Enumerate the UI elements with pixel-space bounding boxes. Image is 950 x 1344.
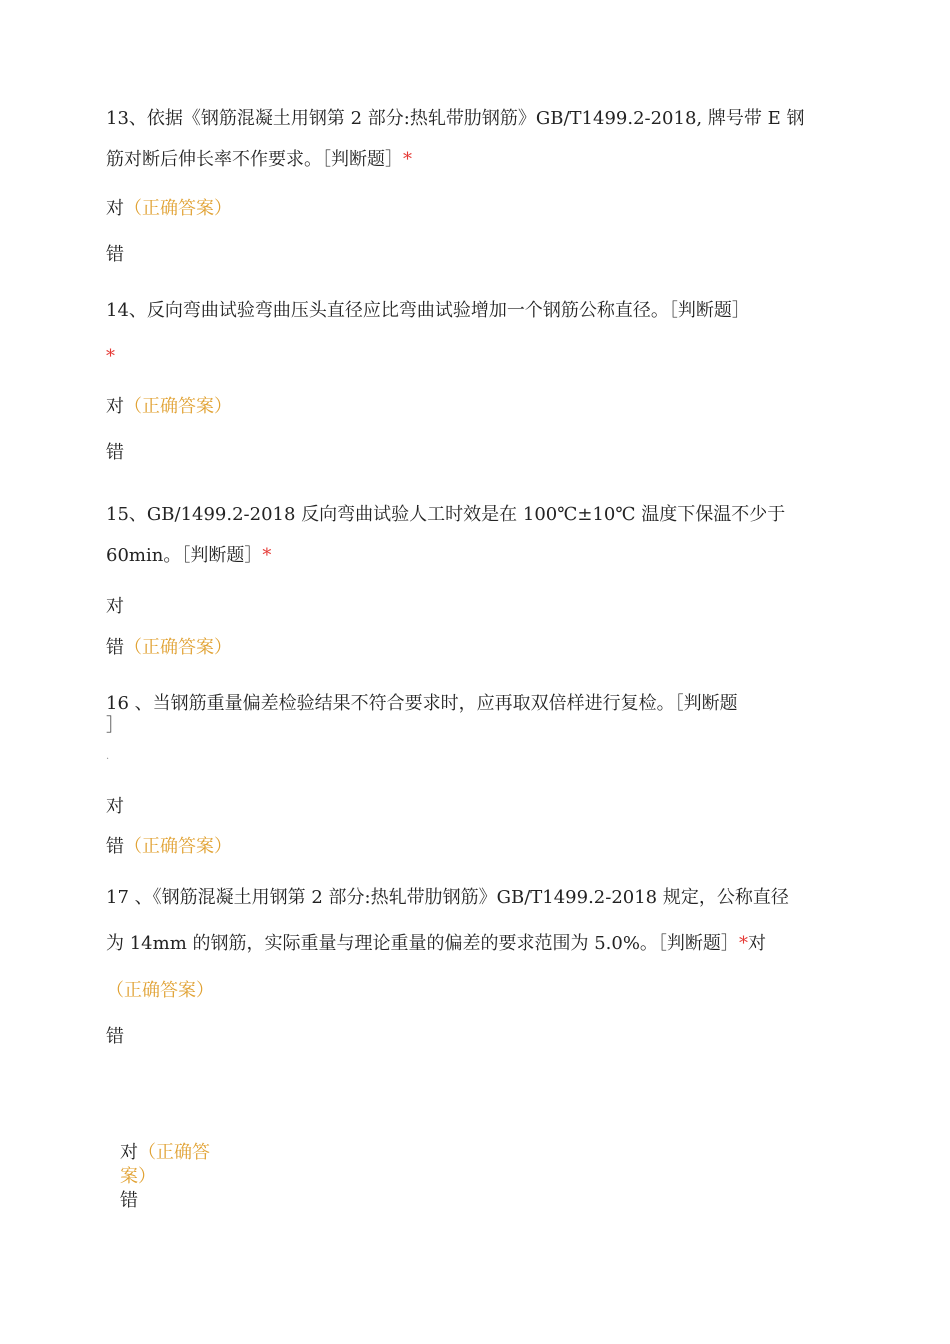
option-label: 错 [106, 442, 124, 463]
question-text: 60min。［判断题］ [106, 545, 263, 566]
option-label: 对 [120, 1142, 138, 1163]
correct-answer-tag: （正确答案） [124, 836, 232, 857]
correct-answer-tag: （正确答案） [124, 198, 232, 219]
q17-option-no[interactable] [106, 1025, 124, 1049]
question-16-text-cont: ］ [106, 715, 124, 736]
question-16-mark: · [106, 754, 110, 765]
required-marker: * [106, 346, 115, 367]
option-label: 错 [120, 1190, 138, 1211]
option-label: 错 [106, 1026, 124, 1047]
extra-option-yes[interactable] [120, 1141, 210, 1165]
question-text: 筋对断后伸长率不作要求。［判断题］ [106, 149, 403, 170]
option-label: 错 [106, 244, 124, 265]
correct-answer-tag: （正确答案） [106, 980, 214, 1001]
required-marker: * [738, 933, 748, 954]
question-13-text-cont [106, 148, 412, 172]
question-15-text: 15、GB/1499.2-2018 反向弯曲试验人工时效是在 100℃±10℃ 温度下保温不少于 [106, 504, 786, 525]
question-15-text-cont [106, 544, 271, 568]
question-13-text: 13、依据《钢筋混凝土用钢第 2 部分:热轧带肋钢筋》GB/T1499.2-2018, 牌号带 E 钢 [106, 108, 805, 129]
correct-answer-tag: （正确答案） [124, 396, 232, 417]
q14-option-yes[interactable] [106, 395, 232, 419]
correct-answer-tag: （正确答案） [124, 637, 232, 658]
required-marker: * [262, 545, 272, 566]
q14-option-no[interactable] [106, 441, 124, 465]
q15-option-yes[interactable] [106, 595, 124, 619]
option-label: 对 [106, 198, 124, 219]
q13-option-no[interactable] [106, 243, 124, 267]
question-text: 为 14mm 的钢筋，实际重量与理论重量的偏差的要求范围为 5.0%。［判断题］ [106, 933, 739, 954]
q16-option-yes[interactable] [106, 795, 124, 819]
question-14-text: 14、反向弯曲试验弯曲压头直径应比弯曲试验增加一个钢筋公称直径。［判断题］ [106, 300, 750, 321]
option-label: 对 [106, 796, 124, 817]
option-label: 错 [106, 836, 124, 857]
q17-option-yes[interactable]: 对 [747, 933, 766, 954]
option-label: 对 [106, 396, 124, 417]
question-14-marker-line [106, 345, 115, 369]
option-label: 对 [106, 596, 124, 617]
option-label: 错 [106, 637, 124, 658]
extra-option-no[interactable] [120, 1189, 138, 1213]
q16-option-no[interactable] [106, 835, 232, 859]
correct-answer-tag: （正确答 [138, 1142, 210, 1163]
question-16-text: 16 、当钢筋重量偏差检验结果不符合要求时，应再取双倍样进行复检。［判断题 [106, 693, 738, 714]
q15-option-no[interactable] [106, 636, 232, 660]
q13-option-yes[interactable] [106, 197, 232, 221]
question-17-text: 17 、《钢筋混凝土用钢第 2 部分:热轧带肋钢筋》GB/T1499.2-2018 规定，公称直径 [106, 887, 789, 908]
correct-answer-tag-cont: 案） [120, 1166, 156, 1187]
question-17-text-cont [106, 932, 766, 956]
required-marker: * [403, 149, 412, 170]
